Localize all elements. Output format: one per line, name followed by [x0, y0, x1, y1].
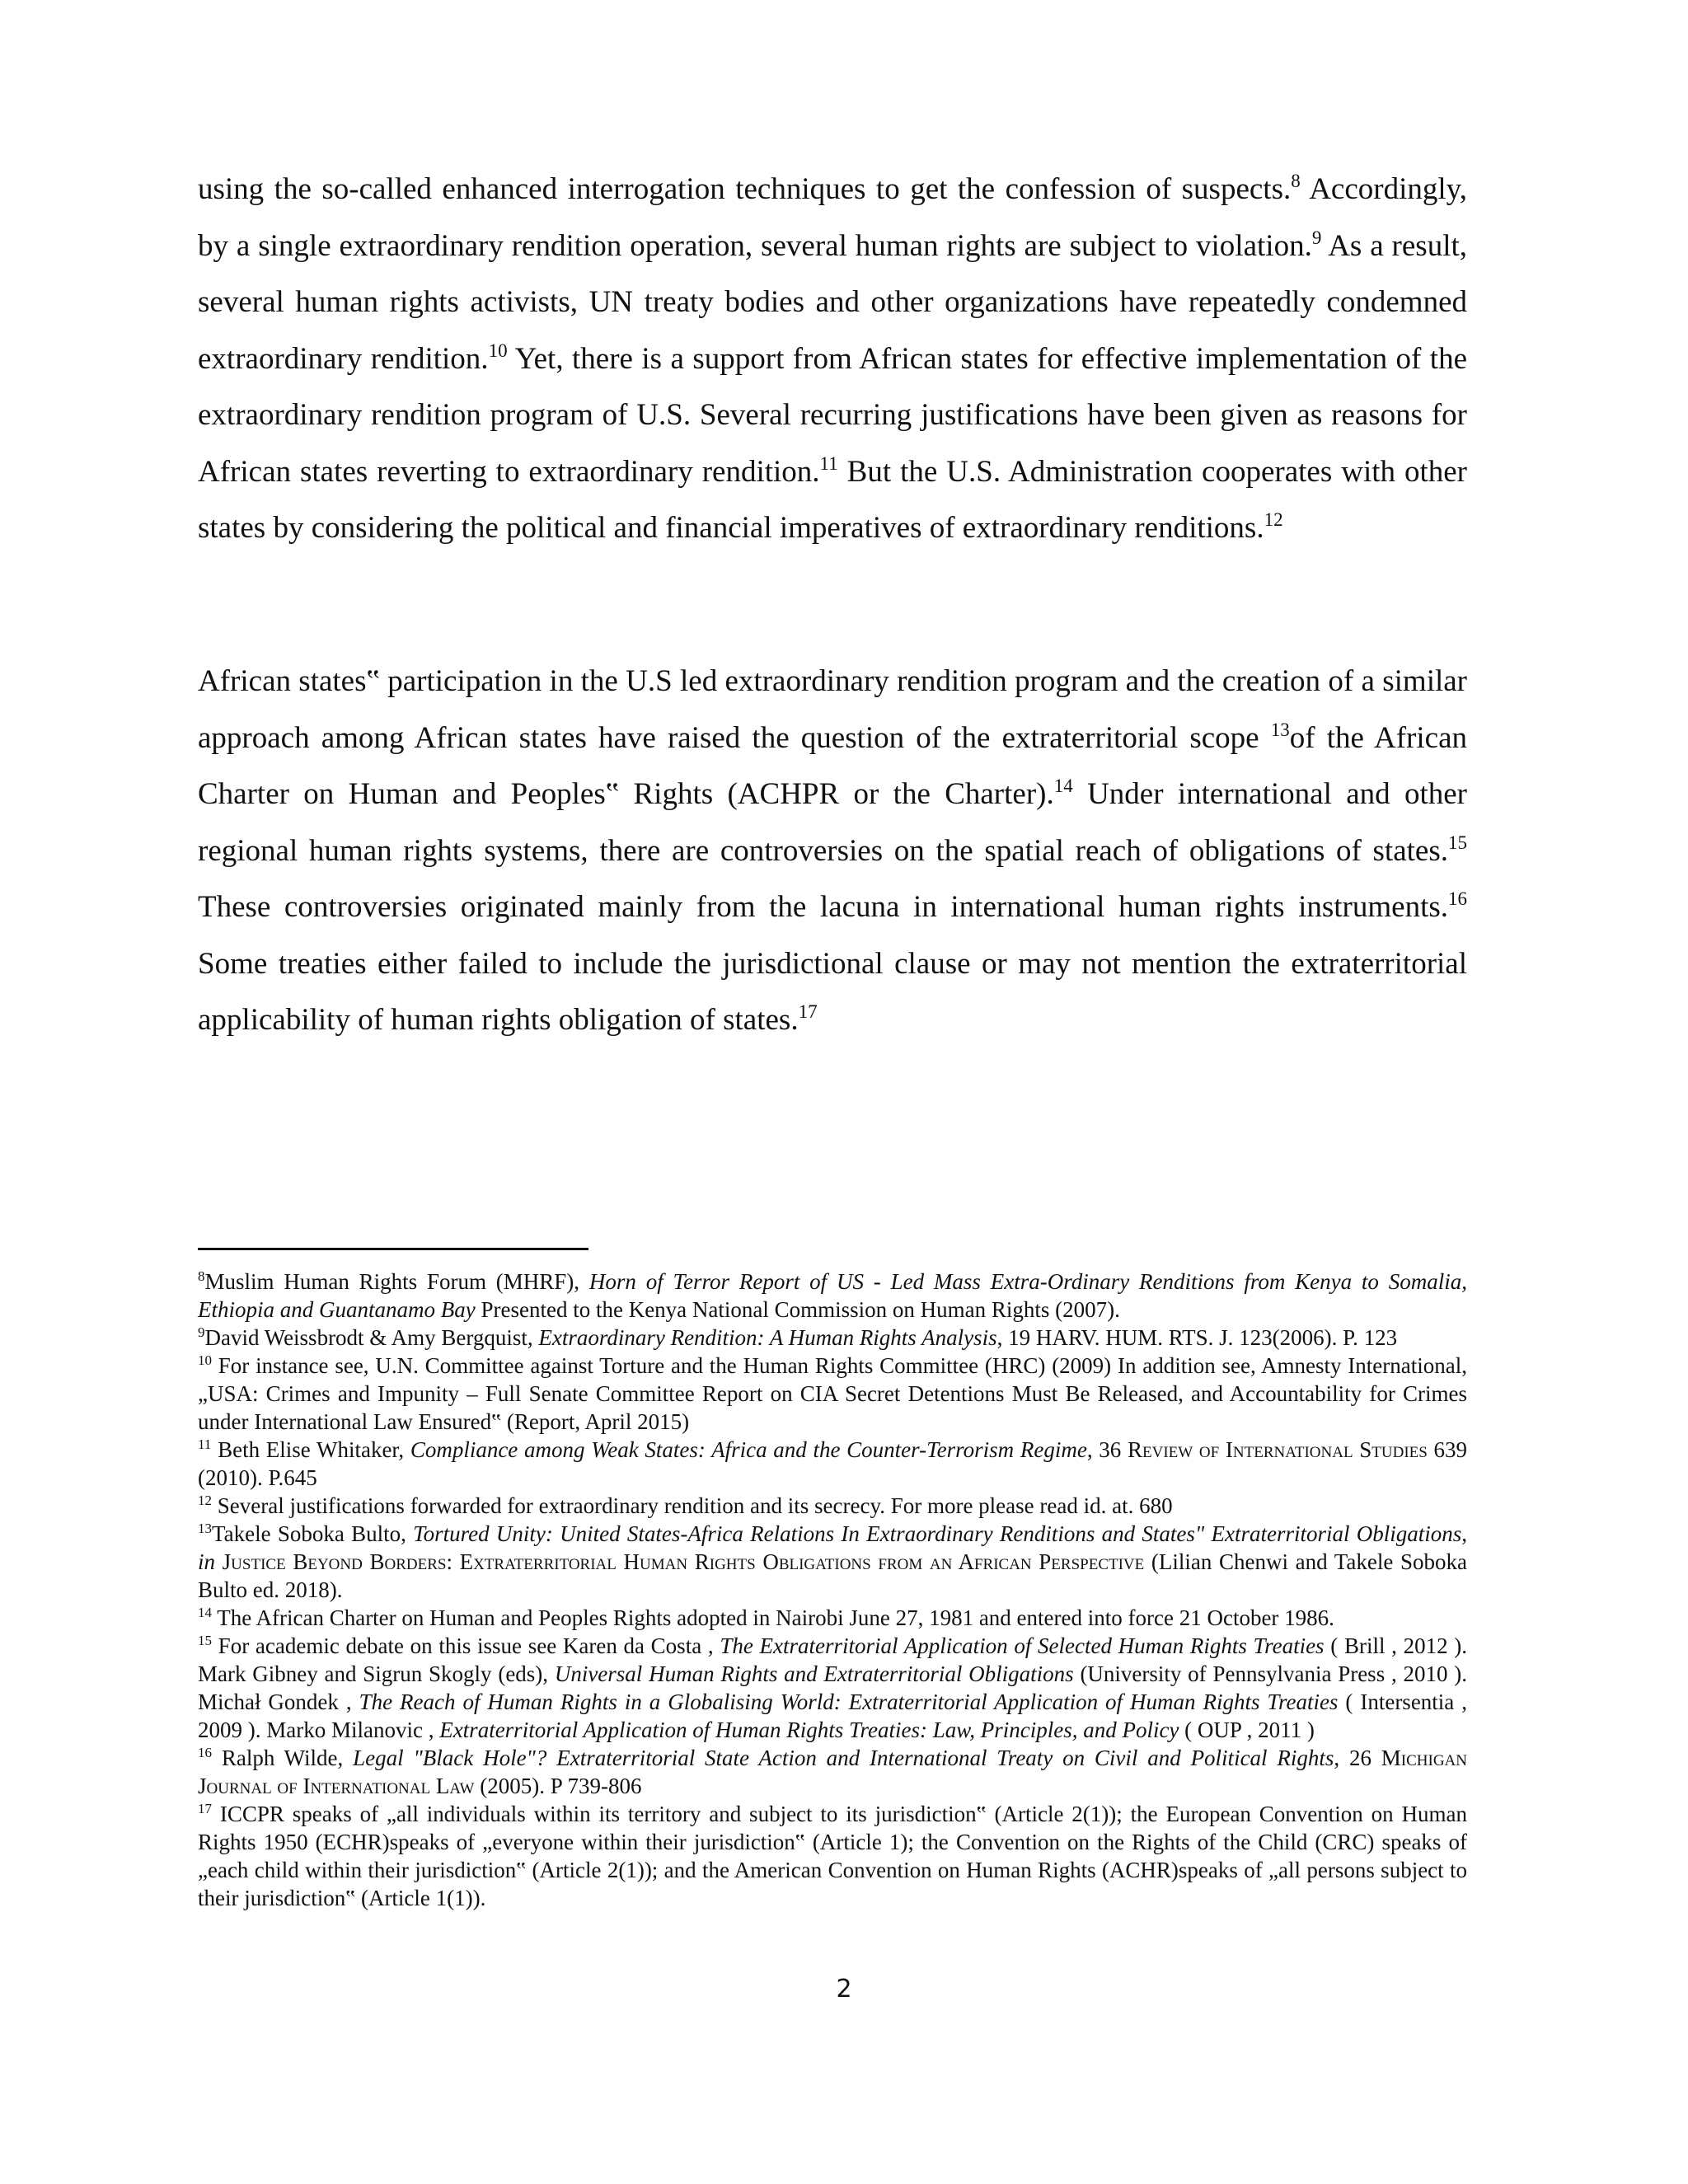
- footnote-title: Tortured Unity: United States-Africa Relations In Extraordinary Renditions and States" Extraterritorial Obligations: [413, 1521, 1462, 1546]
- footnote-number: 13: [198, 1521, 212, 1536]
- paragraph-text: Yet, there is a support from African states for effective implementation of the extraordinary rendition program of U.S. Several recurring justifications have been given as reasons for African states reverting to extraordinary rendition.: [198, 341, 1468, 489]
- paragraph-text: As a result, several human rights activists, UN treaty bodies and other organizations have repeatedly condemned extraordinary rendition.: [198, 228, 1467, 376]
- footnote-ref-12[interactable]: 12: [1264, 509, 1283, 530]
- footnote-title: Universal Human Rights and Extraterritorial Obligations: [554, 1661, 1074, 1686]
- paragraph-text: Accordingly, by a single extraordinary rendition operation, several human rights are subject to violation.: [198, 172, 1467, 263]
- paragraph-text: of the African Charter on Human and Peoples‟ Rights (ACHPR or the Charter).: [198, 720, 1467, 811]
- footnote-text: ICCPR speaks of „all individuals within its territory and subject to its jurisdiction‟ (Article 2(1)); the European Convention on Human Rights 1950 (ECHR)speaks of „everyone within their jurisdiction‟ (Article 1); the Convention on the Rights of the Child (CRC) speaks of „each child within their jurisdiction‟ (Article 2(1)); and the American Convention on Human Rights (ACHR)speaks of „all persons subject to their jurisdiction‟ (Article 1(1)).: [198, 1802, 1467, 1910]
- footnote-8: [198, 1268, 1467, 1324]
- footnote-ref-9[interactable]: 9: [1311, 227, 1322, 248]
- footnote-ref-14[interactable]: 14: [1053, 776, 1073, 796]
- journal-name: Michigan Journal of International Law: [198, 1746, 1468, 1798]
- book-title: Justice Beyond Borders: Extraterritorial Human Rights Obligations from an African Perspective: [222, 1549, 1145, 1574]
- footnote-text: ( Intersentia , 2009 ). Marko Milanovic ,: [198, 1690, 1467, 1742]
- footnote-title: Compliance among Weak States: Africa and the Counter-Terrorism Regime: [410, 1437, 1087, 1462]
- footnote-number: 16: [198, 1745, 212, 1760]
- footnote-title: The Extraterritorial Application of Selected Human Rights Treaties: [720, 1633, 1325, 1658]
- footnote-number: 11: [198, 1436, 212, 1452]
- footnote-text: ( Brill , 2012 ). Mark Gibney and Sigrun Skogly (eds),: [198, 1633, 1467, 1686]
- footnote-title: Extraterritorial Application of Human Rights Treaties: Law, Principles, and Policy: [439, 1718, 1179, 1742]
- footnote-number: 8: [198, 1268, 205, 1284]
- footnote-text: (Lilian Chenwi and Takele Soboka Bulto ed. 2018).: [198, 1549, 1467, 1602]
- footnote-number: 15: [198, 1633, 212, 1648]
- footnote-text: ,: [1461, 1521, 1467, 1546]
- footnote-number: 10: [198, 1352, 212, 1368]
- body-paragraph-1: [198, 162, 1467, 557]
- footnote-14: [198, 1604, 1467, 1632]
- footnote-text: Several justifications forwarded for extraordinary rendition and its secrecy. For more please read id. at. 680: [212, 1493, 1173, 1518]
- footnote-title: Extraordinary Rendition: A Human Rights Analysis: [538, 1325, 997, 1350]
- footnote-text: The African Charter on Human and Peoples Rights adopted in Nairobi June 27, 1981 and entered into force 21 October 1986.: [212, 1605, 1334, 1630]
- footnote-11: [198, 1436, 1467, 1492]
- footnote-ref-8[interactable]: 8: [1291, 171, 1301, 191]
- paragraph-text: Some treaties either failed to include the jurisdictional clause or may not mention the extraterritorial applicability of human rights obligation of states.: [198, 946, 1467, 1037]
- footnote-ref-15[interactable]: 15: [1448, 832, 1467, 853]
- paragraph-text: Under international and other regional human rights systems, there are controversies on the spatial reach of obligations of states.: [198, 777, 1467, 868]
- footnote-text: Takele Soboka Bulto,: [212, 1521, 414, 1546]
- footnote-text: David Weissbrodt & Amy Bergquist,: [204, 1325, 539, 1350]
- journal-name: Review of International Studies: [1128, 1437, 1428, 1462]
- footnote-text: , 19 HARV. HUM. RTS. J. 123(2006). P. 123: [996, 1325, 1398, 1350]
- footnotes: [198, 1268, 1467, 1912]
- footnote-number: 9: [198, 1324, 205, 1340]
- footnote-text: For academic debate on this issue see Karen da Costa ,: [212, 1633, 720, 1658]
- footnote-ref-10[interactable]: 10: [488, 340, 508, 361]
- footnote-text: (2005). P 739-806: [474, 1774, 642, 1798]
- footnote-15: [198, 1632, 1467, 1744]
- footnote-text: Beth Elise Whitaker,: [211, 1437, 410, 1462]
- body-paragraph-2: [198, 654, 1467, 1049]
- footnote-16: [198, 1744, 1467, 1800]
- paragraph-text: These controversies originated mainly from the lacuna in international human rights instruments.: [198, 890, 1448, 924]
- footnote-title: Horn of Terror Report of US - Led Mass Extra-Ordinary Renditions from Kenya to Somalia, Ethiopia and Guantanamo Bay: [198, 1269, 1468, 1322]
- paragraph-text: But the U.S. Administration cooperates with other states by considering the political and financial imperatives of extraordinary renditions.: [198, 454, 1468, 545]
- footnote-text: , 36: [1086, 1437, 1128, 1462]
- footnote-text: For instance see, U.N. Committee against Torture and the Human Rights Committee (HRC) (2009) In addition see, Amnesty International, „USA: Crimes and Impunity – Full Senate Committee Report on CIA Secret Detentions Must Be Released, and Accountability for Crimes under International Law Ensured‟ (Report, April 2015): [198, 1353, 1467, 1434]
- footnote-9: [198, 1324, 1467, 1352]
- footnote-separator: [198, 1248, 588, 1250]
- footnote-13: [198, 1520, 1467, 1604]
- paragraph-text: using the so-called enhanced interrogation techniques to get the confession of suspects.: [198, 172, 1292, 206]
- footnote-12: [198, 1492, 1467, 1520]
- footnote-text: in: [198, 1549, 216, 1574]
- footnote-10: [198, 1352, 1467, 1436]
- footnote-17: [198, 1800, 1467, 1912]
- footnote-ref-13[interactable]: 13: [1270, 719, 1290, 740]
- page-number: 2: [836, 1975, 852, 2004]
- footnote-text: [215, 1549, 223, 1574]
- footnote-text: Presented to the Kenya National Commission on Human Rights (2007).: [475, 1297, 1120, 1322]
- footnote-number: 17: [198, 1801, 212, 1816]
- footnote-text: Ralph Wilde,: [212, 1746, 354, 1770]
- footnote-title: The Reach of Human Rights in a Globalising World: Extraterritorial Application of Human Rights Treaties: [359, 1690, 1339, 1714]
- footnote-ref-17[interactable]: 17: [798, 1001, 818, 1022]
- footnote-text: , 26: [1334, 1746, 1381, 1770]
- footnote-text: Muslim Human Rights Forum (MHRF),: [204, 1269, 589, 1294]
- footnote-title: Legal "Black Hole"? Extraterritorial State Action and International Treaty on Civil and Political Rights: [353, 1746, 1334, 1770]
- footnote-text: (University of Pennsylvania Press , 2010 ). Michał Gondek ,: [198, 1661, 1467, 1714]
- footnote-number: 12: [198, 1493, 212, 1508]
- footnote-ref-16[interactable]: 16: [1448, 888, 1467, 909]
- footnote-number: 14: [198, 1605, 212, 1620]
- paragraph-text: African states‟ participation in the U.S led extraordinary rendition program and the creation of a similar approach among African states have raised the question of the extraterritorial scope: [198, 664, 1467, 755]
- footnote-text: ( OUP , 2011 ): [1179, 1718, 1315, 1742]
- footnote-ref-11[interactable]: 11: [819, 452, 838, 474]
- footnote-text: 639 (2010). P.645: [198, 1437, 1468, 1490]
